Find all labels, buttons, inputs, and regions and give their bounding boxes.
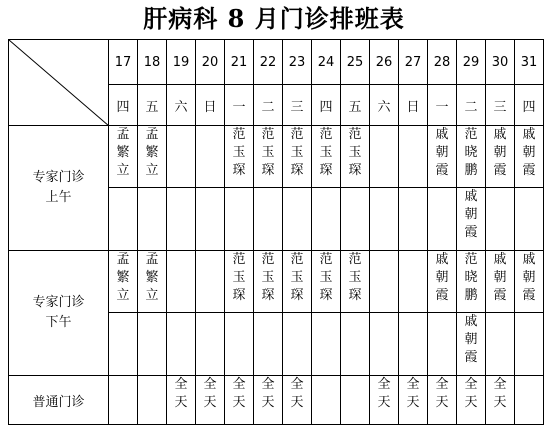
char: 霞 <box>493 163 507 178</box>
doctor-cell <box>225 126 254 188</box>
doctor-cell <box>254 251 283 313</box>
doctor-cell <box>167 313 196 376</box>
doctor-cell <box>283 251 312 313</box>
doctor-cell <box>341 188 370 251</box>
doctor-cell <box>312 126 341 188</box>
char: 立 <box>145 163 159 178</box>
char: 琛 <box>319 288 333 303</box>
doctor-cell <box>312 313 341 376</box>
char: 戚 <box>464 314 478 329</box>
doctor-cell <box>370 251 399 313</box>
char: 琛 <box>348 163 362 178</box>
char: 孟 <box>116 252 130 267</box>
doctor-cell <box>486 188 515 251</box>
char: 玉 <box>319 145 333 160</box>
char: 琛 <box>261 163 275 178</box>
char: 全 <box>464 377 478 392</box>
doctor-cell <box>196 188 225 251</box>
weekday-cell: 四 <box>312 85 341 126</box>
char: 繁 <box>145 145 159 160</box>
doctor-cell <box>399 126 428 188</box>
char: 朝 <box>435 145 449 160</box>
doctor-cell <box>109 251 138 313</box>
doctor-cell <box>370 313 399 376</box>
char: 朝 <box>493 270 507 285</box>
char: 琛 <box>319 163 333 178</box>
general-cell <box>341 376 370 425</box>
doctor-cell <box>428 126 457 188</box>
weekday-cell: 四 <box>109 85 138 126</box>
doctor-cell <box>167 126 196 188</box>
char: 朝 <box>464 332 478 347</box>
date-cell: 23 <box>283 40 312 85</box>
general-cell <box>225 376 254 425</box>
general-cell <box>283 376 312 425</box>
char: 霞 <box>435 163 449 178</box>
doctor-cell <box>457 251 486 313</box>
doctor-cell <box>225 313 254 376</box>
char: 范 <box>319 127 333 142</box>
char: 玉 <box>319 270 333 285</box>
char: 天 <box>435 395 449 410</box>
char: 霞 <box>435 288 449 303</box>
general-row <box>9 376 544 425</box>
doctor-cell <box>370 126 399 188</box>
char: 范 <box>290 252 304 267</box>
doctor-cell <box>138 251 167 313</box>
doctor-cell <box>428 251 457 313</box>
char: 天 <box>377 395 391 410</box>
doctor-cell <box>196 126 225 188</box>
doctor-cell <box>312 251 341 313</box>
doctor-cell <box>457 126 486 188</box>
char: 孟 <box>116 127 130 142</box>
char: 范 <box>232 252 246 267</box>
char: 琛 <box>348 288 362 303</box>
doctor-cell <box>225 188 254 251</box>
doctor-cell <box>254 126 283 188</box>
doctor-cell <box>515 251 544 313</box>
char: 戚 <box>435 127 449 142</box>
char: 范 <box>464 252 478 267</box>
char: 戚 <box>493 252 507 267</box>
char: 范 <box>319 252 333 267</box>
doctor-cell <box>428 188 457 251</box>
general-cell <box>486 376 515 425</box>
general-cell <box>254 376 283 425</box>
char: 琛 <box>290 163 304 178</box>
doctor-cell <box>138 188 167 251</box>
char: 天 <box>290 395 304 410</box>
char: 立 <box>145 288 159 303</box>
weekday-cell: 一 <box>225 85 254 126</box>
char: 霞 <box>464 350 478 365</box>
doctor-cell <box>370 188 399 251</box>
char: 天 <box>232 395 246 410</box>
general-cell <box>167 376 196 425</box>
char: 霞 <box>464 225 478 240</box>
weekday-cell: 六 <box>370 85 399 126</box>
weekday-cell: 二 <box>457 85 486 126</box>
char: 玉 <box>261 145 275 160</box>
section-row <box>9 126 544 188</box>
doctor-cell <box>399 313 428 376</box>
date-cell: 29 <box>457 40 486 85</box>
char: 朝 <box>493 145 507 160</box>
doctor-cell <box>109 126 138 188</box>
char: 琛 <box>290 288 304 303</box>
doctor-cell <box>225 251 254 313</box>
char: 立 <box>116 163 130 178</box>
char: 孟 <box>145 127 159 142</box>
char: 繁 <box>145 270 159 285</box>
char: 全 <box>406 377 420 392</box>
general-cell <box>428 376 457 425</box>
weekday-cell: 日 <box>196 85 225 126</box>
doctor-cell <box>283 313 312 376</box>
doctor-cell <box>312 188 341 251</box>
char: 晓 <box>464 270 478 285</box>
char: 全 <box>290 377 304 392</box>
general-cell <box>457 376 486 425</box>
weekday-cell: 六 <box>167 85 196 126</box>
weekday-cell: 四 <box>515 85 544 126</box>
char: 孟 <box>145 252 159 267</box>
char: 全 <box>377 377 391 392</box>
char: 戚 <box>522 127 536 142</box>
char: 戚 <box>435 252 449 267</box>
char: 戚 <box>493 127 507 142</box>
weekday-cell: 三 <box>283 85 312 126</box>
char: 戚 <box>464 189 478 204</box>
doctor-cell <box>109 313 138 376</box>
doctor-cell <box>515 188 544 251</box>
date-cell: 30 <box>486 40 515 85</box>
weekday-cell: 一 <box>428 85 457 126</box>
char: 范 <box>290 127 304 142</box>
char: 玉 <box>348 145 362 160</box>
date-cell: 26 <box>370 40 399 85</box>
doctor-cell <box>486 126 515 188</box>
char: 霞 <box>522 163 536 178</box>
char: 鹏 <box>464 163 478 178</box>
doctor-cell <box>515 126 544 188</box>
date-cell: 19 <box>167 40 196 85</box>
char: 范 <box>232 127 246 142</box>
doctor-cell <box>138 313 167 376</box>
char: 琛 <box>232 163 246 178</box>
general-cell <box>515 376 544 425</box>
date-cell: 17 <box>109 40 138 85</box>
corner-cell <box>9 40 109 126</box>
date-cell: 21 <box>225 40 254 85</box>
char: 立 <box>116 288 130 303</box>
date-cell: 28 <box>428 40 457 85</box>
general-cell <box>370 376 399 425</box>
doctor-cell <box>254 313 283 376</box>
general-cell <box>138 376 167 425</box>
section-row <box>9 251 544 313</box>
section-label-line1: 专家门诊 <box>32 295 85 310</box>
doctor-cell <box>428 313 457 376</box>
char: 全 <box>174 377 188 392</box>
section-label <box>9 126 109 251</box>
char: 天 <box>464 395 478 410</box>
char: 全 <box>435 377 449 392</box>
doctor-cell <box>457 188 486 251</box>
date-cell: 31 <box>515 40 544 85</box>
schedule-table <box>8 39 544 425</box>
page-title: 肝病科 8 月门诊排班表 <box>143 4 405 33</box>
doctor-cell <box>515 313 544 376</box>
char: 霞 <box>522 288 536 303</box>
char: 天 <box>406 395 420 410</box>
weekday-cell: 三 <box>486 85 515 126</box>
char: 繁 <box>116 145 130 160</box>
char: 琛 <box>261 288 275 303</box>
doctor-cell <box>196 251 225 313</box>
char: 玉 <box>290 270 304 285</box>
char: 天 <box>493 395 507 410</box>
char: 天 <box>203 395 217 410</box>
doctor-cell <box>254 188 283 251</box>
char: 天 <box>261 395 275 410</box>
char: 朝 <box>435 270 449 285</box>
char: 范 <box>261 252 275 267</box>
date-cell: 20 <box>196 40 225 85</box>
general-cell <box>399 376 428 425</box>
doctor-cell <box>109 188 138 251</box>
doctor-cell <box>457 313 486 376</box>
weekday-cell: 日 <box>399 85 428 126</box>
char: 范 <box>464 127 478 142</box>
general-cell <box>196 376 225 425</box>
char: 天 <box>174 395 188 410</box>
weekday-cell: 五 <box>341 85 370 126</box>
doctor-cell <box>167 188 196 251</box>
char: 霞 <box>493 288 507 303</box>
char: 玉 <box>232 145 246 160</box>
doctor-cell <box>283 126 312 188</box>
char: 全 <box>232 377 246 392</box>
char: 全 <box>261 377 275 392</box>
diagonal-line <box>9 40 109 126</box>
date-cell: 22 <box>254 40 283 85</box>
weekday-cell: 五 <box>138 85 167 126</box>
doctor-cell <box>138 126 167 188</box>
general-label: 普通门诊 <box>9 376 109 425</box>
doctor-cell <box>341 251 370 313</box>
char: 全 <box>493 377 507 392</box>
char: 玉 <box>348 270 362 285</box>
doctor-cell <box>196 313 225 376</box>
date-header-row <box>9 40 544 85</box>
doctor-cell <box>486 251 515 313</box>
char: 玉 <box>261 270 275 285</box>
doctor-cell <box>486 313 515 376</box>
section-label-line1: 专家门诊 <box>32 170 85 185</box>
date-cell: 25 <box>341 40 370 85</box>
date-cell: 27 <box>399 40 428 85</box>
date-cell: 24 <box>312 40 341 85</box>
general-cell <box>312 376 341 425</box>
char: 戚 <box>522 252 536 267</box>
doctor-cell <box>283 188 312 251</box>
section-label-line2: 下午 <box>45 315 72 330</box>
doctor-cell <box>399 188 428 251</box>
char: 范 <box>348 127 362 142</box>
char: 朝 <box>522 270 536 285</box>
doctor-cell <box>167 251 196 313</box>
doctor-cell <box>341 313 370 376</box>
char: 朝 <box>522 145 536 160</box>
char: 范 <box>348 252 362 267</box>
section-label <box>9 251 109 376</box>
doctor-cell <box>341 126 370 188</box>
general-cell <box>109 376 138 425</box>
char: 琛 <box>232 288 246 303</box>
doctor-cell <box>399 251 428 313</box>
char: 范 <box>261 127 275 142</box>
char: 朝 <box>464 207 478 222</box>
section-label-line2: 上午 <box>45 190 72 205</box>
char: 繁 <box>116 270 130 285</box>
char: 鹏 <box>464 288 478 303</box>
date-cell: 18 <box>138 40 167 85</box>
char: 玉 <box>290 145 304 160</box>
char: 全 <box>203 377 217 392</box>
char: 晓 <box>464 145 478 160</box>
weekday-cell: 二 <box>254 85 283 126</box>
char: 玉 <box>232 270 246 285</box>
